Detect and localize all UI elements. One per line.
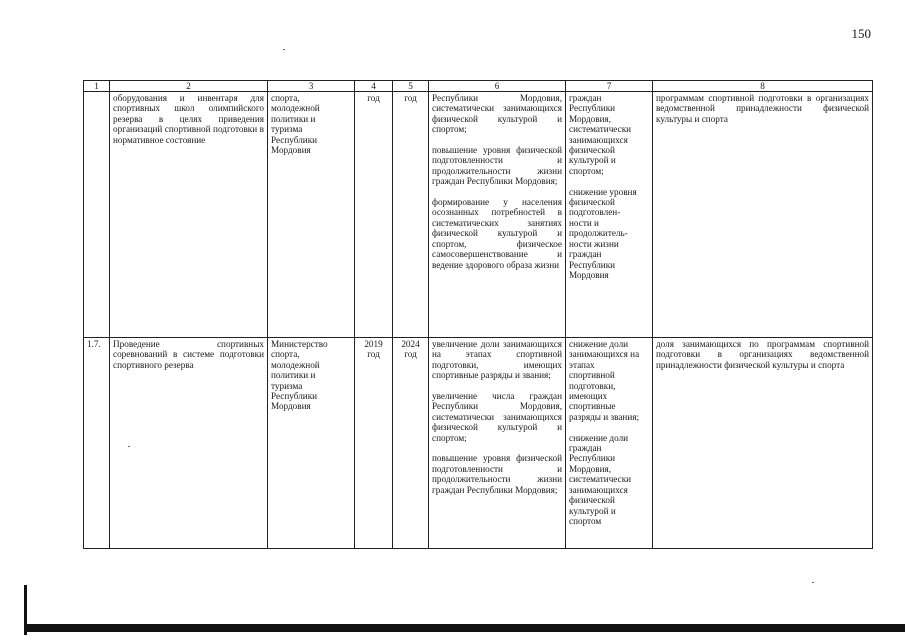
column-number-cell: 6 — [429, 81, 566, 92]
end-year-cell: 2024 год — [393, 338, 429, 549]
scan-edge-bottom — [24, 624, 905, 632]
start-year-cell: 2019 год — [355, 338, 393, 549]
consequence-cell: граждан Республики Мордовия, систематически занимающихся физической культурой и спортом; снижение уровня физической подготовлен- ности и продолжитель- ности жизни граждан Республики Мордовия — [566, 92, 653, 338]
column-number-cell: 3 — [268, 81, 355, 92]
column-number-row — [84, 81, 873, 92]
executor-cell: спорта, молодежной политики и туризма Республики Мордовия — [268, 92, 355, 338]
executor-cell: Министерство спорта, молодежной политики и туризма Республики Мордовия — [268, 338, 355, 549]
table-row — [84, 338, 873, 549]
column-number-cell: 1 — [84, 81, 110, 92]
column-number-cell: 4 — [355, 81, 393, 92]
event-cell: Проведение спортивных соревнований в системе подготовки спортивного резерва — [110, 338, 268, 549]
scan-speck — [283, 49, 285, 50]
column-number-cell: 5 — [393, 81, 429, 92]
expected-result-cell: Республики Мордовия, систематически занимающихся физической культурой и спортом; повышение уровня физической подготовленности и продолжительности жизни граждан Республики Мордовия; формирование у населения осознанных потребностей в систематических занятиях физической культурой и спортом, физическое самосовершенствование и ведение здорового образа жизни — [429, 92, 566, 338]
column-number-cell: 8 — [653, 81, 873, 92]
page-number: 150 — [851, 26, 871, 41]
consequence-cell: снижение доли занимающихся на этапах спортивной подготовки, имеющих спортивные разряды и звания; снижение доли граждан Республики Мордовия, систематически занимающихся физической культурой и спортом — [566, 338, 653, 549]
column-number-cell: 7 — [566, 81, 653, 92]
expected-result-cell: увеличение доли занимающихся на этапах спортивной подготовки, имеющих спортивные разряды и звания; увеличение числа граждан Республики Мордовия, систематически занимающихся физической культурой и спортом; повышение уровня физической подготовленности и продолжительности жизни граждан Республики Мордовия; — [429, 338, 566, 549]
measures-table — [83, 80, 873, 549]
start-year-cell: год — [355, 92, 393, 338]
scan-speck — [128, 446, 130, 447]
end-year-cell: год — [393, 92, 429, 338]
table-row — [84, 92, 873, 338]
scan-speck — [812, 582, 814, 583]
row-number-cell: 1.7. — [84, 338, 110, 549]
column-number-cell: 2 — [110, 81, 268, 92]
indicator-cell: программам спортивной подготовки в организациях ведомственной принадлежности физической культуры и спорта — [653, 92, 873, 338]
indicator-cell: доля занимающихся по программам спортивной подготовки в организациях ведомственной принадлежности физической культуры и спорта — [653, 338, 873, 549]
row-number-cell — [84, 92, 110, 338]
event-cell: оборудования и инвентаря для спортивных школ олимпийского резерва в целях приведения организаций спортивной подготовки в нормативное состояние — [110, 92, 268, 338]
